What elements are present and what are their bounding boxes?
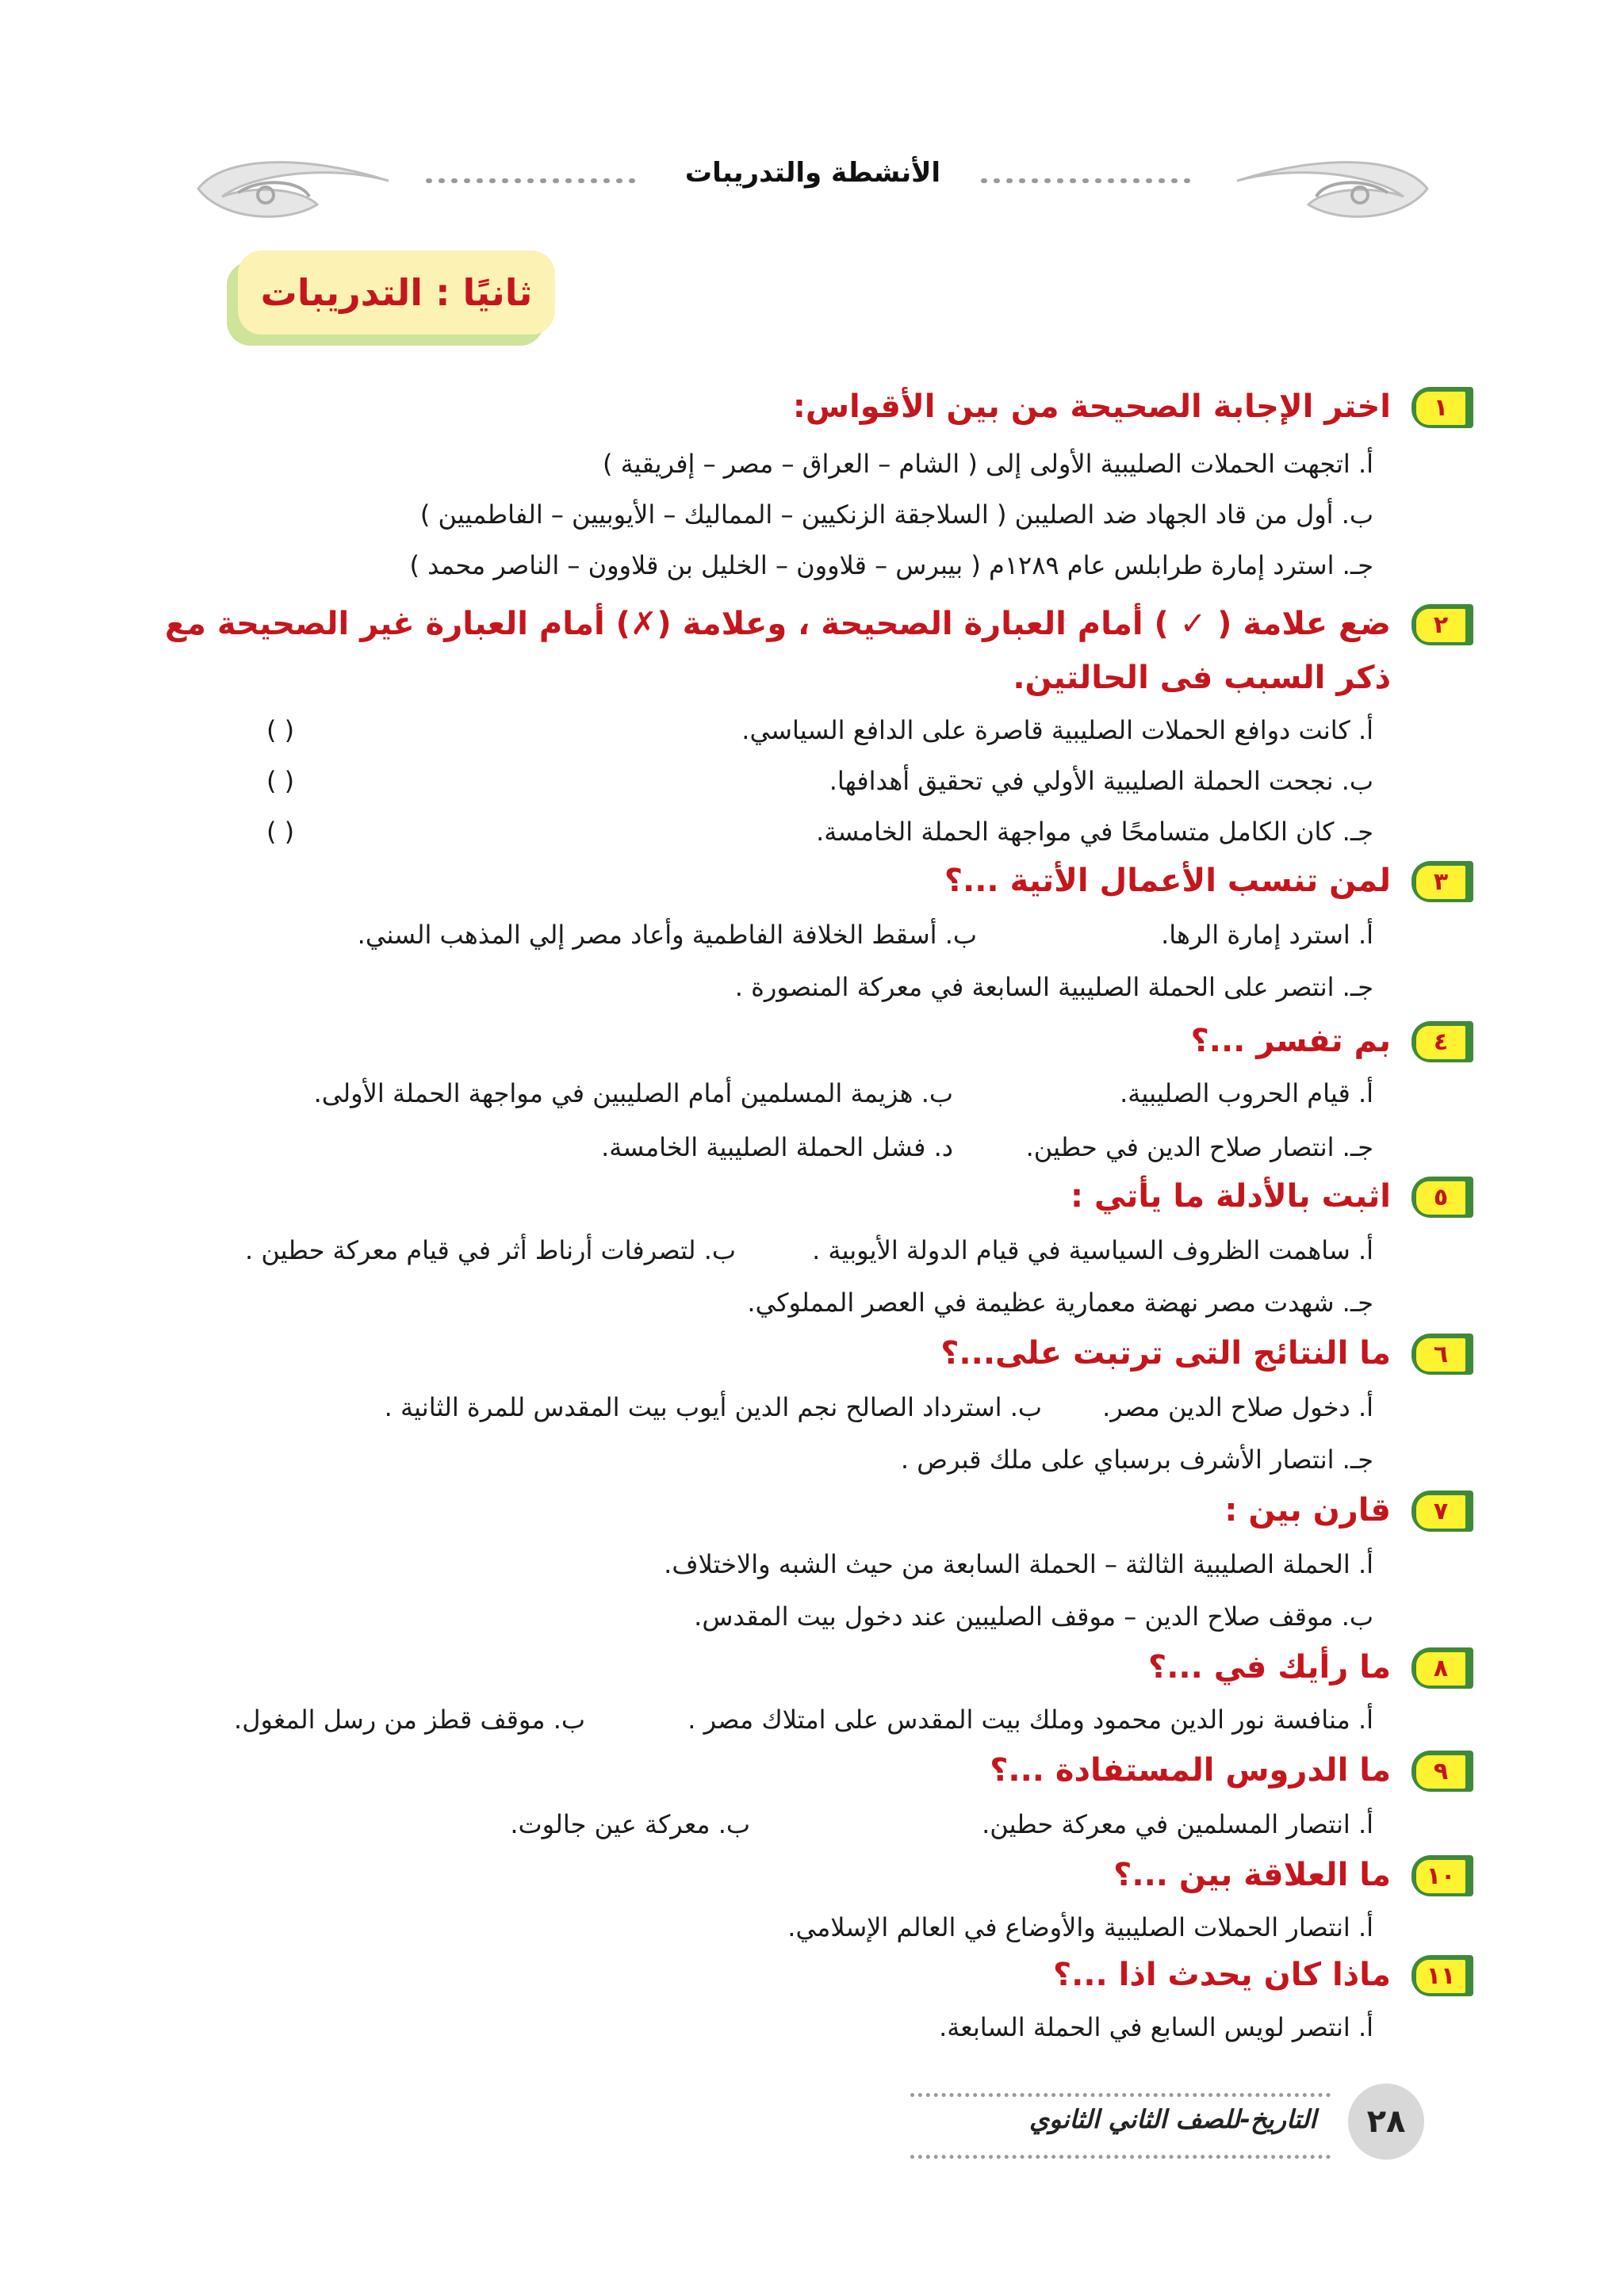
question-number-badge: ٩: [1408, 1751, 1473, 1793]
section-title: ثانيًا : التدريبات: [260, 271, 533, 314]
question-9: [205, 1751, 1473, 1795]
question-title: اختر الإجابة الصحيحة من بين الأقواس:: [792, 388, 1391, 425]
list-item: جـ. انتصار الأشرف برسباي على ملك قبرص .: [900, 1445, 1373, 1475]
question-title: ما رأيك في ...؟: [1147, 1649, 1391, 1686]
list-item: أ. استرد إمارة الرها.: [1161, 920, 1373, 950]
question-title: لمن تنسب الأعمال الأتية ...؟: [944, 863, 1391, 899]
footer-book-title: التاريخ-للصف الثاني الثانوي: [1029, 2104, 1316, 2134]
question-number-badge: ١٠: [1408, 1855, 1473, 1898]
list-item: ب. استرداد الصالح نجم الدين أيوب بيت المقدس للمرة الثانية .: [384, 1392, 1042, 1422]
question-number-badge: ٨: [1408, 1647, 1473, 1690]
question-number-badge: ٣: [1408, 861, 1473, 904]
list-item: ب. نجحت الحملة الصليبية الأولي في تحقيق أهدافها.: [829, 766, 1373, 796]
question-3: [205, 861, 1473, 905]
question-title: ماذا كان يحدث اذا ...؟: [1052, 1957, 1391, 1993]
list-item: أ. قيام الحروب الصليبية.: [1120, 1078, 1373, 1108]
list-item: جـ. استرد إمارة طرابلس عام ١٢٨٩م ( بيبرس – قلاوون – الخليل بن قلاوون – الناصر محمد ): [409, 550, 1373, 580]
page-number: ٢٨: [1348, 2084, 1424, 2160]
list-item: أ. ساهمت الظروف السياسية في قيام الدولة الأيوبية .: [812, 1235, 1373, 1265]
question-2: [164, 604, 1473, 649]
question-7: [205, 1490, 1473, 1535]
list-item: أ. كانت دوافع الحملات الصليبية قاصرة على الدافع السياسي.: [741, 715, 1373, 745]
question-title: ما العلاقة بين ...؟: [1113, 1857, 1391, 1893]
question-number-badge: ٤: [1408, 1021, 1473, 1064]
question-1: [205, 387, 1473, 431]
header-title: الأنشطة والتدريبات: [684, 157, 941, 189]
question-title-continued: ذكر السبب فى الحالتين.: [1013, 660, 1391, 696]
list-item: أ. منافسة نور الدين محمود وملك بيت المقدس على امتلاك مصر .: [688, 1705, 1373, 1735]
question-title: ما النتائج التى ترتبت على...؟: [940, 1335, 1391, 1372]
list-item: جـ. شهدت مصر نهضة معمارية عظيمة في العصر المملوكي.: [747, 1288, 1373, 1318]
question-title: اثبت بالأدلة ما يأتي :: [1070, 1178, 1391, 1215]
question-title: ما الدروس المستفادة ...؟: [990, 1752, 1391, 1789]
answer-parentheses: ( ): [266, 817, 295, 847]
list-item: ب. لتصرفات أرناط أثر في قيام معركة حطين .: [244, 1235, 736, 1265]
list-item: ب. موقف قطز من رسل المغول.: [234, 1705, 585, 1735]
question-number-badge: ٥: [1408, 1177, 1473, 1219]
list-item: أ. انتصار الحملات الصليبية والأوضاع في العالم الإسلامي.: [787, 1912, 1373, 1942]
question-number-badge: ٦: [1408, 1334, 1473, 1376]
question-5: [205, 1177, 1473, 1221]
question-number-badge: ١١: [1408, 1955, 1473, 1998]
list-item: ب. أسقط الخلافة الفاطمية وأعاد مصر إلي المذهب السني.: [357, 920, 977, 950]
list-item: جـ. كان الكامل متسامحًا في مواجهة الحملة الخامسة.: [816, 817, 1373, 847]
footer-divider: [910, 2155, 1331, 2159]
list-item: أ. انتصار المسلمين في معركة حطين.: [982, 1809, 1373, 1839]
question-4: [205, 1021, 1473, 1066]
list-item: د. فشل الحملة الصليبية الخامسة.: [601, 1132, 953, 1162]
list-item: جـ. انتصر على الحملة الصليبية السابعة في معركة المنصورة .: [734, 972, 1373, 1002]
list-item: جـ. انتصار صلاح الدين في حطين.: [1025, 1132, 1373, 1162]
list-item: أ. اتجهت الحملات الصليبية الأولى إلى ( الشام – العراق – مصر – إفريقية ): [602, 449, 1373, 479]
list-item: ب. موقف صلاح الدين – موقف الصليبين عند دخول بيت المقدس.: [694, 1601, 1373, 1632]
list-item: ب. أول من قاد الجهاد ضد الصليبن ( السلاجقة الزنكيين – المماليك – الأيوبيين – الفاطميين ): [419, 499, 1373, 530]
question-title: قارن بين :: [1224, 1492, 1391, 1529]
question-6: [205, 1334, 1473, 1378]
answer-parentheses: ( ): [266, 766, 295, 796]
question-title: بم تفسر ...؟: [1190, 1023, 1391, 1059]
list-item: أ. انتصر لويس السابع في الحملة السابعة.: [939, 2012, 1373, 2042]
question-10: [205, 1855, 1473, 1900]
question-number-badge: ٧: [1408, 1490, 1473, 1533]
question-number-badge: ١: [1408, 387, 1473, 430]
question-11: [205, 1955, 1473, 1999]
question-number-badge: ٢: [1408, 604, 1473, 647]
question-8: [205, 1647, 1473, 1692]
answer-parentheses: ( ): [266, 715, 295, 745]
list-item: أ. دخول صلاح الدين مصر.: [1102, 1392, 1373, 1422]
list-item: أ. الحملة الصليبية الثالثة – الحملة السابعة من حيث الشبه والاختلاف.: [664, 1549, 1373, 1579]
list-item: ب. هزيمة المسلمين أمام الصليبين في مواجهة الحملة الأولى.: [313, 1078, 953, 1108]
question-title: ضع علامة ( ✓ ) أمام العبارة الصحيحة ، وعلامة (✗) أمام العبارة غير الصحيحة مع: [164, 606, 1391, 642]
footer-divider: [910, 2093, 1331, 2097]
list-item: ب. معركة عين جالوت.: [510, 1809, 750, 1839]
